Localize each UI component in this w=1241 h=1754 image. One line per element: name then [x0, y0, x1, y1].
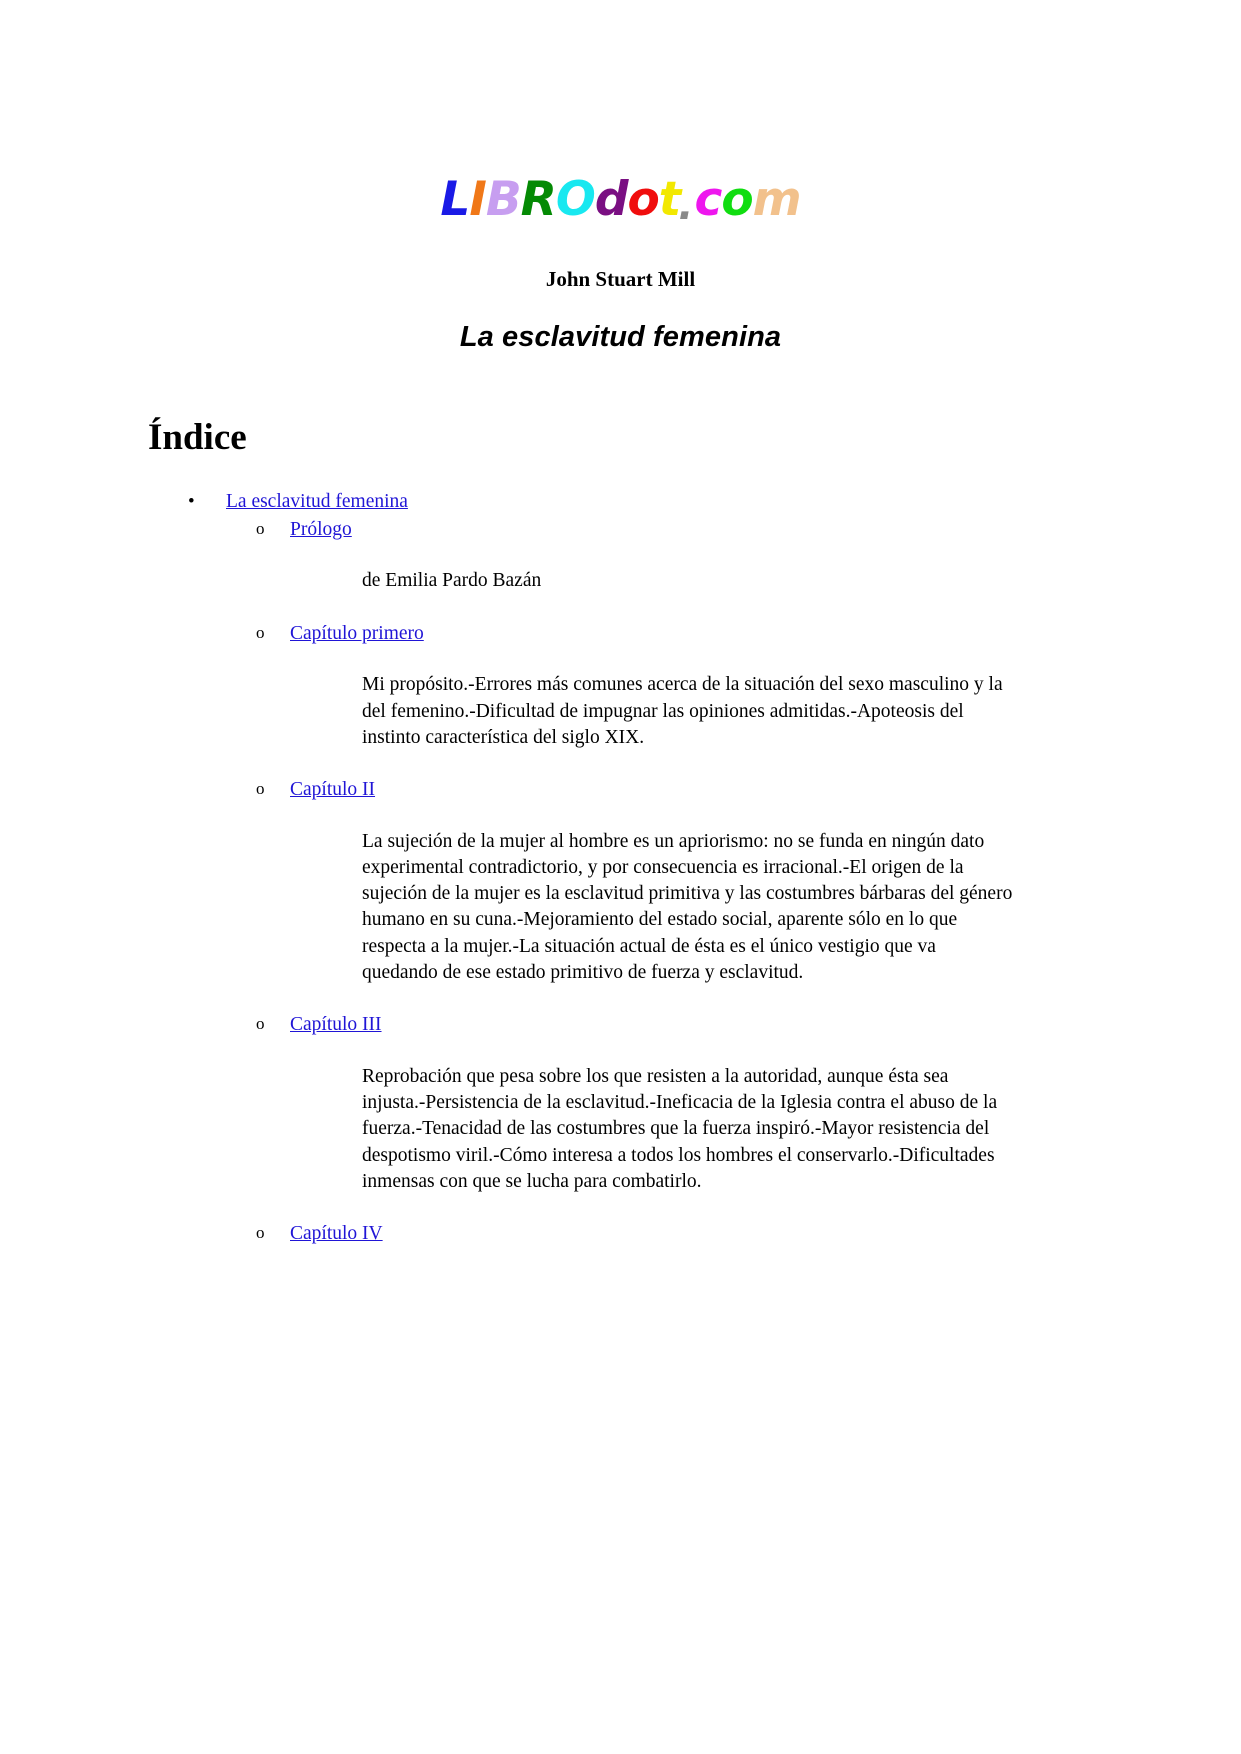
librodot-logo[interactable] — [440, 172, 801, 229]
logo-letter: O — [555, 172, 595, 227]
logo-letter: B — [485, 172, 521, 227]
toc-item-description: Reprobación que pesa sobre los que resisten a la autoridad, aunque ésta sea injusta.-Persistencia de la esclavitud.-Ineficacia de la Iglesia contra el abuso de la fuerza.-Tenacidad de las costumbres que la fuerza inspiró.-Mayor resistencia del despotismo viril.-Cómo interesa a todos los hombres el conservarlo.-Dificultades inmensas con que se lucha para combatirlo. — [362, 1065, 998, 1192]
circle-marker: o — [256, 518, 265, 538]
toc-link-root[interactable]: La esclavitud femenina — [226, 491, 408, 512]
logo-letter: t — [658, 172, 681, 227]
logo-letter: o — [627, 172, 659, 227]
toc-sub-item — [108, 1012, 1133, 1038]
circle-marker: o — [256, 1014, 265, 1034]
toc-sub-item — [108, 1221, 1133, 1247]
bullet-marker: • — [188, 491, 195, 512]
toc-item-description: de Emilia Pardo Bazán — [362, 570, 542, 592]
toc-sub-item — [108, 621, 1133, 647]
logo-letter: c — [694, 172, 722, 227]
toc-link-3[interactable]: Capítulo II — [290, 779, 376, 801]
logo-letter: d — [594, 172, 628, 227]
spacer — [108, 1247, 1133, 1261]
toc-root-item — [108, 489, 1133, 515]
circle-marker: o — [256, 779, 265, 799]
toc-item-description: La sujeción de la mujer al hombre es un apriorismo: no se funda en ningún dato experimental contradictorio, y por consecuencia es irracional.-El origen de la sujeción de la mujer es la esclavitud primitiva y las costumbres bárbaras del género humano en su cuna.-Mejoramiento del estado social, aparente sólo en lo que respecta a la mujer.-La situación actual de ésta es el único vestigio que va quedando de ese estado primitivo de fuerza y esclavitud. — [362, 830, 1013, 983]
author-name: John Stuart Mill — [545, 267, 696, 291]
toc-item-description: Mi propósito.-Errores más comunes acerca de la situación del sexo masculino y la del femenino.-Dificultad de impugnar las opiniones admitidas.-Apoteosis del instinto característica del siglo XIX. — [362, 674, 1003, 748]
page-title: La esclavitud femenina — [459, 321, 782, 353]
logo-letter: L — [440, 172, 470, 227]
toc-sub-item — [108, 517, 1133, 543]
logo-container — [108, 0, 1133, 229]
toc-link-5[interactable]: Capítulo IV — [290, 1222, 383, 1244]
circle-marker: o — [256, 1222, 265, 1242]
toc-link-2[interactable]: Capítulo primero — [290, 622, 424, 644]
toc-link-1[interactable]: Prólogo — [290, 518, 352, 540]
logo-letter: o — [721, 172, 753, 227]
toc-sub-item — [108, 777, 1133, 803]
circle-marker: o — [256, 622, 265, 642]
toc-link-4[interactable]: Capítulo III — [290, 1014, 382, 1036]
logo-letter: R — [520, 172, 556, 227]
logo-letter: I — [469, 172, 486, 227]
table-of-contents — [108, 489, 1133, 1261]
logo-letter: m — [752, 172, 801, 227]
logo-letter: . — [678, 183, 693, 229]
index-heading: Índice — [148, 417, 247, 458]
